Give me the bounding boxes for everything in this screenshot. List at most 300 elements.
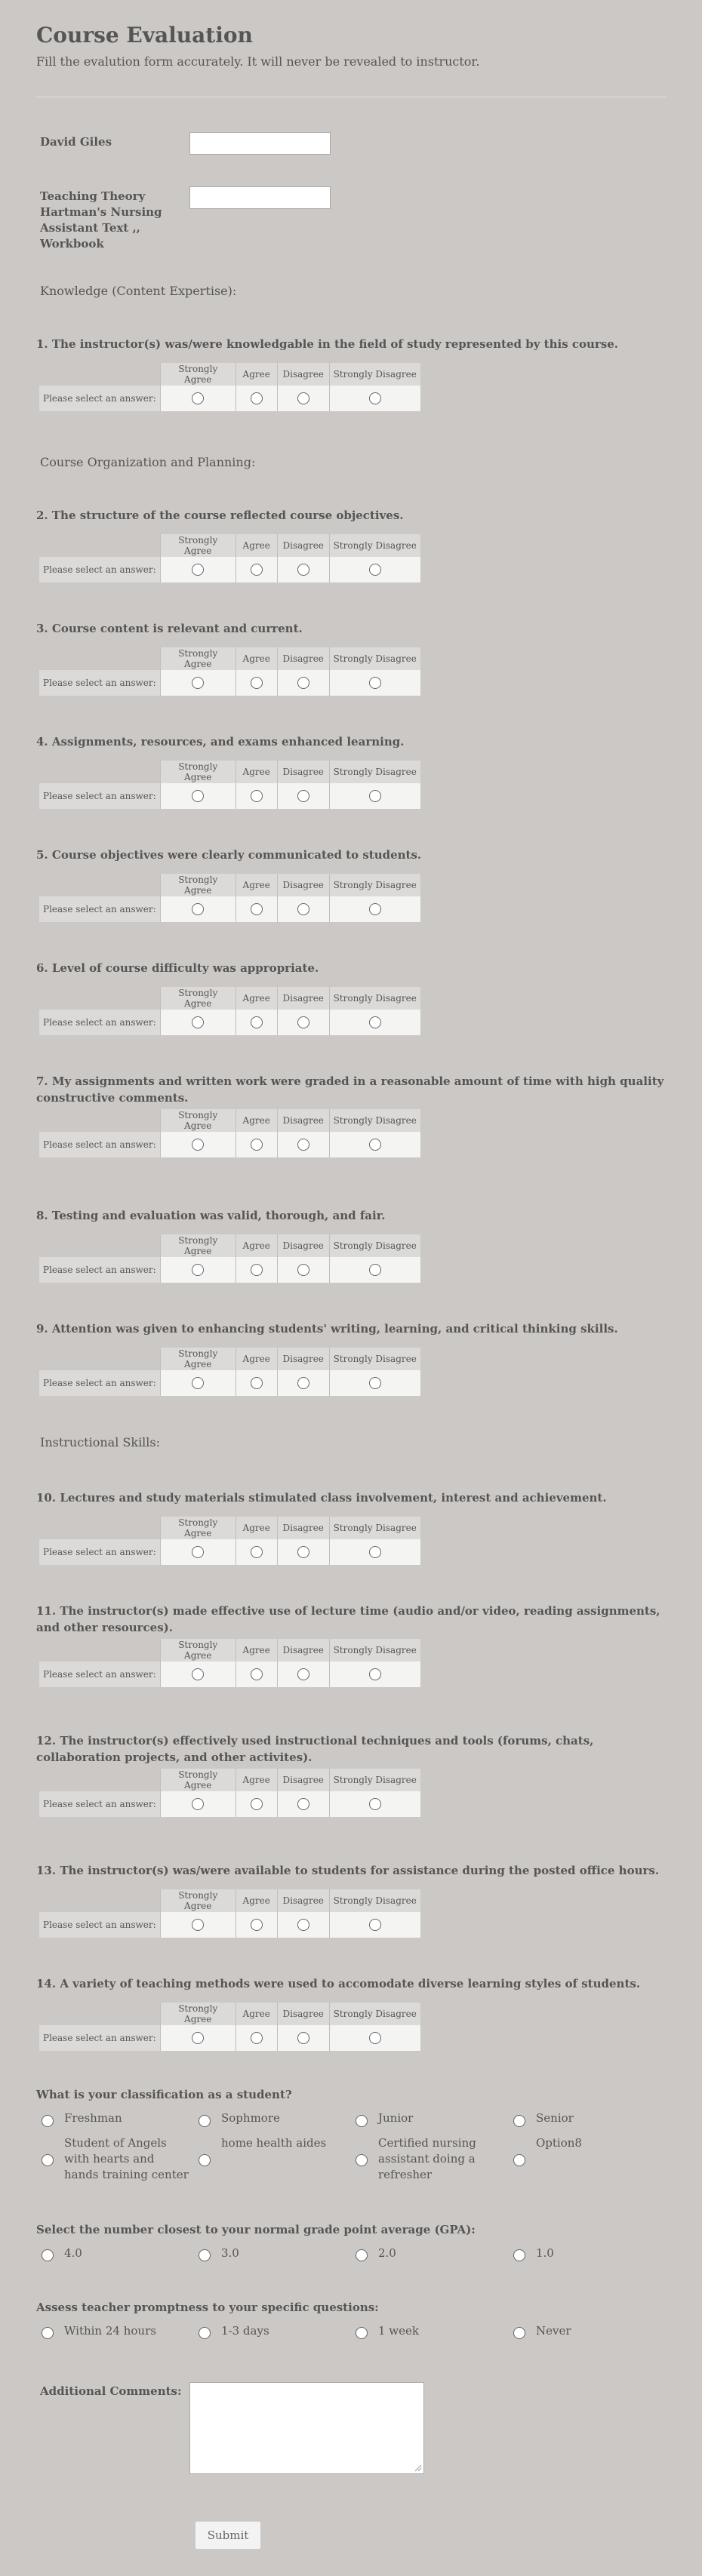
option-label: 2.0 bbox=[378, 2246, 396, 2260]
radio-button[interactable] bbox=[369, 1668, 381, 1680]
matrix-column-header: Strongly Disagree bbox=[329, 874, 420, 896]
option-label: 1.0 bbox=[536, 2246, 554, 2260]
matrix-column-header: Strongly Agree bbox=[160, 874, 236, 896]
matrix-answer-row bbox=[39, 1539, 420, 1565]
question-text: 2. The structure of the course reflected course objectives. bbox=[36, 509, 404, 522]
radio-button[interactable] bbox=[251, 1919, 263, 1931]
radio-button[interactable] bbox=[297, 2032, 309, 2044]
radio-button[interactable] bbox=[251, 1668, 263, 1680]
form-subtitle: Fill the evalution form accurately. It will never be revealed to instructor. bbox=[36, 54, 480, 69]
matrix-radio-cell[interactable] bbox=[160, 386, 236, 411]
matrix-row-label: Please select an answer: bbox=[39, 783, 160, 809]
matrix-column-header: Strongly Disagree bbox=[329, 1234, 420, 1257]
matrix-answer-row bbox=[39, 2025, 420, 2051]
radio-button[interactable] bbox=[369, 1798, 381, 1810]
matrix-column-header: Disagree bbox=[277, 1769, 329, 1791]
question-text: 13. The instructor(s) was/were available to students for assistance during the posted office hours. bbox=[36, 1864, 660, 1877]
matrix-column-header: Strongly Disagree bbox=[329, 1889, 420, 1912]
submit-button[interactable]: Submit bbox=[195, 2521, 261, 2550]
resize-grip-icon[interactable] bbox=[414, 2464, 422, 2472]
matrix-radio-cell[interactable] bbox=[236, 1370, 277, 1396]
radio-button[interactable] bbox=[297, 1264, 309, 1276]
matrix-header-row bbox=[39, 1769, 420, 1791]
option-label: Senior bbox=[536, 2111, 574, 2125]
comments-textarea[interactable] bbox=[189, 2382, 424, 2474]
matrix-corner bbox=[39, 1517, 160, 1539]
matrix-answer-row bbox=[39, 386, 420, 411]
matrix-column-header: Strongly Disagree bbox=[329, 761, 420, 783]
matrix-radio-cell[interactable] bbox=[160, 670, 236, 696]
matrix-radio-cell[interactable] bbox=[236, 1912, 277, 1938]
radio-button[interactable] bbox=[192, 1798, 204, 1810]
matrix-column-header: Strongly Disagree bbox=[329, 1769, 420, 1791]
option-label: 1 week bbox=[378, 2324, 419, 2338]
question-text: 9. Attention was given to enhancing students' writing, learning, and critical thinking skills. bbox=[36, 1322, 618, 1336]
question-text: 5. Course objectives were clearly communicated to students. bbox=[36, 848, 422, 862]
matrix-column-header: Agree bbox=[236, 1348, 277, 1370]
answer-matrix bbox=[39, 534, 420, 583]
matrix-radio-cell[interactable] bbox=[277, 2025, 329, 2051]
radio-button[interactable] bbox=[199, 2249, 211, 2261]
matrix-column-header: Agree bbox=[236, 363, 277, 386]
matrix-row-label: Please select an answer: bbox=[39, 1912, 160, 1938]
matrix-radio-cell[interactable] bbox=[329, 783, 420, 809]
matrix-corner bbox=[39, 1889, 160, 1912]
option-label: Student of Angels with hearts and hands training center bbox=[64, 2136, 189, 2181]
answer-matrix bbox=[39, 987, 420, 1035]
matrix-column-header: Disagree bbox=[277, 987, 329, 1010]
matrix-column-header: Strongly Disagree bbox=[329, 363, 420, 386]
radio-button[interactable] bbox=[42, 2249, 54, 2261]
matrix-radio-cell[interactable] bbox=[160, 1132, 236, 1157]
option-label: 3.0 bbox=[221, 2246, 239, 2260]
matrix-corner bbox=[39, 1639, 160, 1661]
matrix-column-header: Strongly Agree bbox=[160, 761, 236, 783]
matrix-radio-cell[interactable] bbox=[329, 1010, 420, 1035]
matrix-radio-cell[interactable] bbox=[160, 1257, 236, 1283]
matrix-radio-cell[interactable] bbox=[329, 670, 420, 696]
matrix-radio-cell[interactable] bbox=[277, 1370, 329, 1396]
radio-button[interactable] bbox=[297, 903, 309, 915]
option-label: 1-3 days bbox=[221, 2324, 269, 2338]
matrix-column-header: Strongly Agree bbox=[160, 1517, 236, 1539]
question-text: 4. Assignments, resources, and exams enhanced learning. bbox=[36, 735, 405, 749]
matrix-column-header: Disagree bbox=[277, 534, 329, 557]
matrix-header-row bbox=[39, 2003, 420, 2025]
matrix-column-header: Disagree bbox=[277, 2003, 329, 2025]
matrix-answer-row bbox=[39, 1791, 420, 1817]
radio-button[interactable] bbox=[251, 677, 263, 689]
radio-button[interactable] bbox=[297, 564, 309, 576]
promptness-question: Assess teacher promptness to your specific questions: bbox=[36, 2301, 379, 2314]
matrix-column-header: Strongly Disagree bbox=[329, 1517, 420, 1539]
matrix-header-row bbox=[39, 1348, 420, 1370]
matrix-radio-cell[interactable] bbox=[277, 1010, 329, 1035]
matrix-corner bbox=[39, 1109, 160, 1132]
radio-button[interactable] bbox=[297, 392, 309, 404]
matrix-radio-cell[interactable] bbox=[236, 1010, 277, 1035]
radio-button[interactable] bbox=[369, 1377, 381, 1389]
section-heading-instructional: Instructional Skills: bbox=[40, 1435, 161, 1449]
matrix-row-label: Please select an answer: bbox=[39, 1257, 160, 1283]
classification-question: What is your classification as a student? bbox=[36, 2088, 292, 2101]
matrix-radio-cell[interactable] bbox=[329, 1539, 420, 1565]
answer-matrix bbox=[39, 1517, 420, 1565]
radio-button[interactable] bbox=[513, 2115, 525, 2127]
matrix-column-header: Agree bbox=[236, 874, 277, 896]
question-text: 1. The instructor(s) was/were knowledgable in the field of study represented by this course. bbox=[36, 337, 619, 351]
matrix-column-header: Disagree bbox=[277, 1109, 329, 1132]
radio-button[interactable] bbox=[251, 1139, 263, 1151]
matrix-radio-cell[interactable] bbox=[277, 896, 329, 922]
radio-button[interactable] bbox=[192, 903, 204, 915]
answer-matrix bbox=[39, 761, 420, 809]
matrix-radio-cell[interactable] bbox=[160, 1791, 236, 1817]
question-text: 8. Testing and evaluation was valid, thorough, and fair. bbox=[36, 1209, 386, 1222]
matrix-radio-cell[interactable] bbox=[277, 1661, 329, 1687]
matrix-column-header: Agree bbox=[236, 647, 277, 670]
matrix-radio-cell[interactable] bbox=[329, 386, 420, 411]
course-label-line: Assistant Text ,, bbox=[40, 221, 140, 235]
matrix-header-row bbox=[39, 1639, 420, 1661]
answer-matrix bbox=[39, 1234, 420, 1283]
radio-button[interactable] bbox=[192, 1546, 204, 1558]
matrix-column-header: Strongly Agree bbox=[160, 647, 236, 670]
matrix-column-header: Strongly Agree bbox=[160, 1639, 236, 1661]
radio-button[interactable] bbox=[192, 1264, 204, 1276]
radio-button[interactable] bbox=[251, 903, 263, 915]
matrix-corner bbox=[39, 987, 160, 1010]
section-heading-knowledge: Knowledge (Content Expertise): bbox=[40, 284, 237, 298]
matrix-row-label: Please select an answer: bbox=[39, 1370, 160, 1396]
question-text: 7. My assignments and written work were graded in a reasonable amount of time with high quality constructive comments. bbox=[36, 1074, 664, 1105]
matrix-column-header: Agree bbox=[236, 1769, 277, 1791]
matrix-column-header: Strongly Agree bbox=[160, 1348, 236, 1370]
radio-button[interactable] bbox=[192, 392, 204, 404]
matrix-radio-cell[interactable] bbox=[160, 2025, 236, 2051]
answer-matrix bbox=[39, 874, 420, 922]
radio-button[interactable] bbox=[369, 1264, 381, 1276]
matrix-radio-cell[interactable] bbox=[277, 386, 329, 411]
matrix-radio-cell[interactable] bbox=[329, 896, 420, 922]
radio-button[interactable] bbox=[369, 790, 381, 802]
instructor-label: David Giles bbox=[40, 135, 112, 149]
matrix-column-header: Agree bbox=[236, 534, 277, 557]
matrix-column-header: Disagree bbox=[277, 1348, 329, 1370]
radio-button[interactable] bbox=[356, 2249, 368, 2261]
radio-button[interactable] bbox=[297, 1798, 309, 1810]
answer-matrix bbox=[39, 1348, 420, 1396]
radio-button[interactable] bbox=[356, 2327, 368, 2339]
answer-matrix bbox=[39, 1889, 420, 1938]
matrix-answer-row bbox=[39, 1132, 420, 1157]
radio-button[interactable] bbox=[192, 2032, 204, 2044]
matrix-corner bbox=[39, 2003, 160, 2025]
matrix-answer-row bbox=[39, 557, 420, 583]
comments-label: Additional Comments: bbox=[40, 2384, 182, 2398]
matrix-radio-cell[interactable] bbox=[236, 386, 277, 411]
matrix-answer-row bbox=[39, 1661, 420, 1687]
matrix-radio-cell[interactable] bbox=[236, 1661, 277, 1687]
radio-button[interactable] bbox=[369, 1016, 381, 1028]
matrix-row-label: Please select an answer: bbox=[39, 557, 160, 583]
matrix-row-label: Please select an answer: bbox=[39, 1791, 160, 1817]
option-label: Freshman bbox=[64, 2111, 122, 2125]
answer-matrix bbox=[39, 1639, 420, 1687]
matrix-radio-cell[interactable] bbox=[160, 783, 236, 809]
matrix-corner bbox=[39, 1769, 160, 1791]
radio-button[interactable] bbox=[199, 2115, 211, 2127]
radio-button[interactable] bbox=[297, 1016, 309, 1028]
matrix-row-label: Please select an answer: bbox=[39, 1132, 160, 1157]
option-label: Within 24 hours bbox=[64, 2324, 156, 2338]
matrix-radio-cell[interactable] bbox=[329, 1912, 420, 1938]
matrix-radio-cell[interactable] bbox=[236, 2025, 277, 2051]
matrix-radio-cell[interactable] bbox=[160, 1661, 236, 1687]
matrix-header-row bbox=[39, 1517, 420, 1539]
matrix-column-header: Strongly Agree bbox=[160, 987, 236, 1010]
matrix-radio-cell[interactable] bbox=[329, 2025, 420, 2051]
matrix-row-label: Please select an answer: bbox=[39, 1661, 160, 1687]
radio-button[interactable] bbox=[297, 1919, 309, 1931]
matrix-answer-row bbox=[39, 896, 420, 922]
answer-matrix bbox=[39, 363, 420, 411]
matrix-column-header: Strongly Agree bbox=[160, 363, 236, 386]
matrix-header-row bbox=[39, 1109, 420, 1132]
matrix-column-header: Strongly Disagree bbox=[329, 987, 420, 1010]
matrix-radio-cell[interactable] bbox=[329, 1132, 420, 1157]
matrix-header-row bbox=[39, 874, 420, 896]
radio-button[interactable] bbox=[297, 1139, 309, 1151]
matrix-radio-cell[interactable] bbox=[329, 1257, 420, 1283]
matrix-column-header: Strongly Agree bbox=[160, 1109, 236, 1132]
matrix-radio-cell[interactable] bbox=[329, 1370, 420, 1396]
matrix-column-header: Strongly Agree bbox=[160, 1234, 236, 1257]
radio-button[interactable] bbox=[297, 677, 309, 689]
option-label: Junior bbox=[378, 2111, 414, 2125]
option-label: Option8 bbox=[536, 2136, 582, 2150]
radio-button[interactable] bbox=[251, 392, 263, 404]
radio-button[interactable] bbox=[251, 1016, 263, 1028]
radio-button[interactable] bbox=[192, 1668, 204, 1680]
matrix-row-label: Please select an answer: bbox=[39, 1539, 160, 1565]
radio-button[interactable] bbox=[192, 1139, 204, 1151]
matrix-header-row bbox=[39, 534, 420, 557]
radio-button[interactable] bbox=[513, 2154, 525, 2166]
radio-button[interactable] bbox=[297, 1377, 309, 1389]
matrix-radio-cell[interactable] bbox=[329, 557, 420, 583]
matrix-column-header: Strongly Agree bbox=[160, 2003, 236, 2025]
matrix-header-row bbox=[39, 647, 420, 670]
radio-button[interactable] bbox=[251, 790, 263, 802]
course-label-line: Hartman's Nursing bbox=[40, 205, 162, 219]
matrix-answer-row bbox=[39, 670, 420, 696]
question-text: 3. Course content is relevant and current. bbox=[36, 622, 303, 635]
matrix-radio-cell[interactable] bbox=[160, 896, 236, 922]
matrix-row-label: Please select an answer: bbox=[39, 1010, 160, 1035]
radio-button[interactable] bbox=[369, 1139, 381, 1151]
matrix-column-header: Agree bbox=[236, 2003, 277, 2025]
matrix-radio-cell[interactable] bbox=[277, 1257, 329, 1283]
radio-button[interactable] bbox=[192, 1016, 204, 1028]
matrix-column-header: Strongly Disagree bbox=[329, 1639, 420, 1661]
matrix-radio-cell[interactable] bbox=[277, 557, 329, 583]
matrix-answer-row bbox=[39, 1257, 420, 1283]
matrix-row-label: Please select an answer: bbox=[39, 896, 160, 922]
answer-matrix bbox=[39, 1769, 420, 1817]
question-text: 14. A variety of teaching methods were used to accomodate diverse learning styles of students. bbox=[36, 1977, 641, 1990]
matrix-radio-cell[interactable] bbox=[329, 1791, 420, 1817]
radio-button[interactable] bbox=[297, 1668, 309, 1680]
matrix-answer-row bbox=[39, 1912, 420, 1938]
matrix-corner bbox=[39, 534, 160, 557]
radio-button[interactable] bbox=[251, 1798, 263, 1810]
matrix-corner bbox=[39, 363, 160, 386]
matrix-column-header: Disagree bbox=[277, 1517, 329, 1539]
radio-button[interactable] bbox=[297, 790, 309, 802]
radio-button[interactable] bbox=[513, 2249, 525, 2261]
matrix-column-header: Agree bbox=[236, 1517, 277, 1539]
radio-button[interactable] bbox=[369, 1919, 381, 1931]
question-text: 10. Lectures and study materials stimulated class involvement, interest and achievement. bbox=[36, 1491, 607, 1505]
matrix-column-header: Strongly Agree bbox=[160, 534, 236, 557]
radio-button[interactable] bbox=[192, 564, 204, 576]
matrix-column-header: Strongly Agree bbox=[160, 1889, 236, 1912]
matrix-answer-row bbox=[39, 783, 420, 809]
radio-button[interactable] bbox=[369, 392, 381, 404]
matrix-radio-cell[interactable] bbox=[236, 670, 277, 696]
matrix-column-header: Disagree bbox=[277, 874, 329, 896]
option-label: home health aides bbox=[221, 2136, 327, 2150]
answer-matrix bbox=[39, 1109, 420, 1157]
answer-matrix bbox=[39, 2003, 420, 2051]
matrix-corner bbox=[39, 1234, 160, 1257]
matrix-radio-cell[interactable] bbox=[236, 1791, 277, 1817]
matrix-column-header: Strongly Disagree bbox=[329, 1348, 420, 1370]
radio-button[interactable] bbox=[356, 2154, 368, 2166]
option-label: 4.0 bbox=[64, 2246, 82, 2260]
matrix-corner bbox=[39, 647, 160, 670]
question-text: 11. The instructor(s) made effective use of lecture time (audio and/or video, reading assignments, and other resources). bbox=[36, 1604, 660, 1634]
radio-button[interactable] bbox=[297, 1546, 309, 1558]
radio-button[interactable] bbox=[192, 1919, 204, 1931]
option-label: Certified nursing assistant doing a refresher bbox=[378, 2136, 476, 2181]
matrix-radio-cell[interactable] bbox=[160, 1912, 236, 1938]
matrix-column-header: Disagree bbox=[277, 1889, 329, 1912]
matrix-column-header: Agree bbox=[236, 1639, 277, 1661]
matrix-radio-cell[interactable] bbox=[277, 1132, 329, 1157]
matrix-radio-cell[interactable] bbox=[236, 1132, 277, 1157]
radio-button[interactable] bbox=[369, 903, 381, 915]
matrix-header-row bbox=[39, 1234, 420, 1257]
matrix-radio-cell[interactable] bbox=[329, 1661, 420, 1687]
option-label: Sophmore bbox=[221, 2111, 280, 2125]
matrix-corner bbox=[39, 1348, 160, 1370]
course-label-line: Teaching Theory bbox=[40, 189, 146, 203]
matrix-row-label: Please select an answer: bbox=[39, 670, 160, 696]
radio-button[interactable] bbox=[192, 677, 204, 689]
radio-button[interactable] bbox=[251, 1377, 263, 1389]
matrix-column-header: Strongly Disagree bbox=[329, 647, 420, 670]
instructor-input[interactable] bbox=[189, 132, 331, 155]
radio-button[interactable] bbox=[356, 2115, 368, 2127]
radio-button[interactable] bbox=[199, 2327, 211, 2339]
radio-button[interactable] bbox=[251, 564, 263, 576]
radio-button[interactable] bbox=[42, 2154, 54, 2166]
matrix-header-row bbox=[39, 363, 420, 386]
radio-button[interactable] bbox=[251, 1546, 263, 1558]
form-title: Course Evaluation bbox=[36, 23, 253, 48]
radio-button[interactable] bbox=[42, 2327, 54, 2339]
question-text: 12. The instructor(s) effectively used instructional techniques and tools (forums, chats, collaboration projects, and other activites). bbox=[36, 1734, 594, 1764]
matrix-column-header: Strongly Disagree bbox=[329, 534, 420, 557]
matrix-radio-cell[interactable] bbox=[277, 1791, 329, 1817]
radio-button[interactable] bbox=[192, 1377, 204, 1389]
matrix-radio-cell[interactable] bbox=[277, 1912, 329, 1938]
course-label bbox=[40, 189, 162, 252]
matrix-radio-cell[interactable] bbox=[160, 1010, 236, 1035]
matrix-column-header: Disagree bbox=[277, 363, 329, 386]
gpa-question: Select the number closest to your normal grade point average (GPA): bbox=[36, 2223, 476, 2236]
radio-button[interactable] bbox=[199, 2154, 211, 2166]
matrix-row-label: Please select an answer: bbox=[39, 386, 160, 411]
radio-button[interactable] bbox=[369, 564, 381, 576]
answer-matrix bbox=[39, 647, 420, 696]
radio-button[interactable] bbox=[369, 2032, 381, 2044]
matrix-answer-row bbox=[39, 1010, 420, 1035]
matrix-radio-cell[interactable] bbox=[277, 1539, 329, 1565]
matrix-radio-cell[interactable] bbox=[236, 1539, 277, 1565]
radio-button[interactable] bbox=[251, 2032, 263, 2044]
matrix-column-header: Disagree bbox=[277, 647, 329, 670]
matrix-answer-row bbox=[39, 1370, 420, 1396]
matrix-corner bbox=[39, 874, 160, 896]
matrix-radio-cell[interactable] bbox=[160, 1370, 236, 1396]
radio-button[interactable] bbox=[369, 677, 381, 689]
matrix-corner bbox=[39, 761, 160, 783]
matrix-radio-cell[interactable] bbox=[160, 557, 236, 583]
matrix-header-row bbox=[39, 761, 420, 783]
matrix-column-header: Strongly Disagree bbox=[329, 2003, 420, 2025]
course-input[interactable] bbox=[189, 186, 331, 209]
option-label: Never bbox=[536, 2324, 571, 2338]
matrix-radio-cell[interactable] bbox=[236, 783, 277, 809]
matrix-column-header: Agree bbox=[236, 987, 277, 1010]
matrix-radio-cell[interactable] bbox=[236, 896, 277, 922]
matrix-radio-cell[interactable] bbox=[277, 670, 329, 696]
matrix-column-header: Disagree bbox=[277, 1639, 329, 1661]
matrix-column-header: Agree bbox=[236, 761, 277, 783]
matrix-column-header: Agree bbox=[236, 1234, 277, 1257]
radio-button[interactable] bbox=[42, 2115, 54, 2127]
radio-button[interactable] bbox=[251, 1264, 263, 1276]
matrix-row-label: Please select an answer: bbox=[39, 2025, 160, 2051]
matrix-column-header: Agree bbox=[236, 1109, 277, 1132]
section-heading-organization: Course Organization and Planning: bbox=[40, 455, 256, 469]
matrix-column-header: Disagree bbox=[277, 1234, 329, 1257]
matrix-radio-cell[interactable] bbox=[236, 557, 277, 583]
matrix-column-header: Strongly Disagree bbox=[329, 1109, 420, 1132]
matrix-column-header: Disagree bbox=[277, 761, 329, 783]
matrix-header-row bbox=[39, 1889, 420, 1912]
radio-button[interactable] bbox=[369, 1546, 381, 1558]
matrix-radio-cell[interactable] bbox=[277, 783, 329, 809]
matrix-radio-cell[interactable] bbox=[160, 1539, 236, 1565]
matrix-radio-cell[interactable] bbox=[236, 1257, 277, 1283]
radio-button[interactable] bbox=[513, 2327, 525, 2339]
radio-button[interactable] bbox=[192, 790, 204, 802]
matrix-column-header: Strongly Agree bbox=[160, 1769, 236, 1791]
